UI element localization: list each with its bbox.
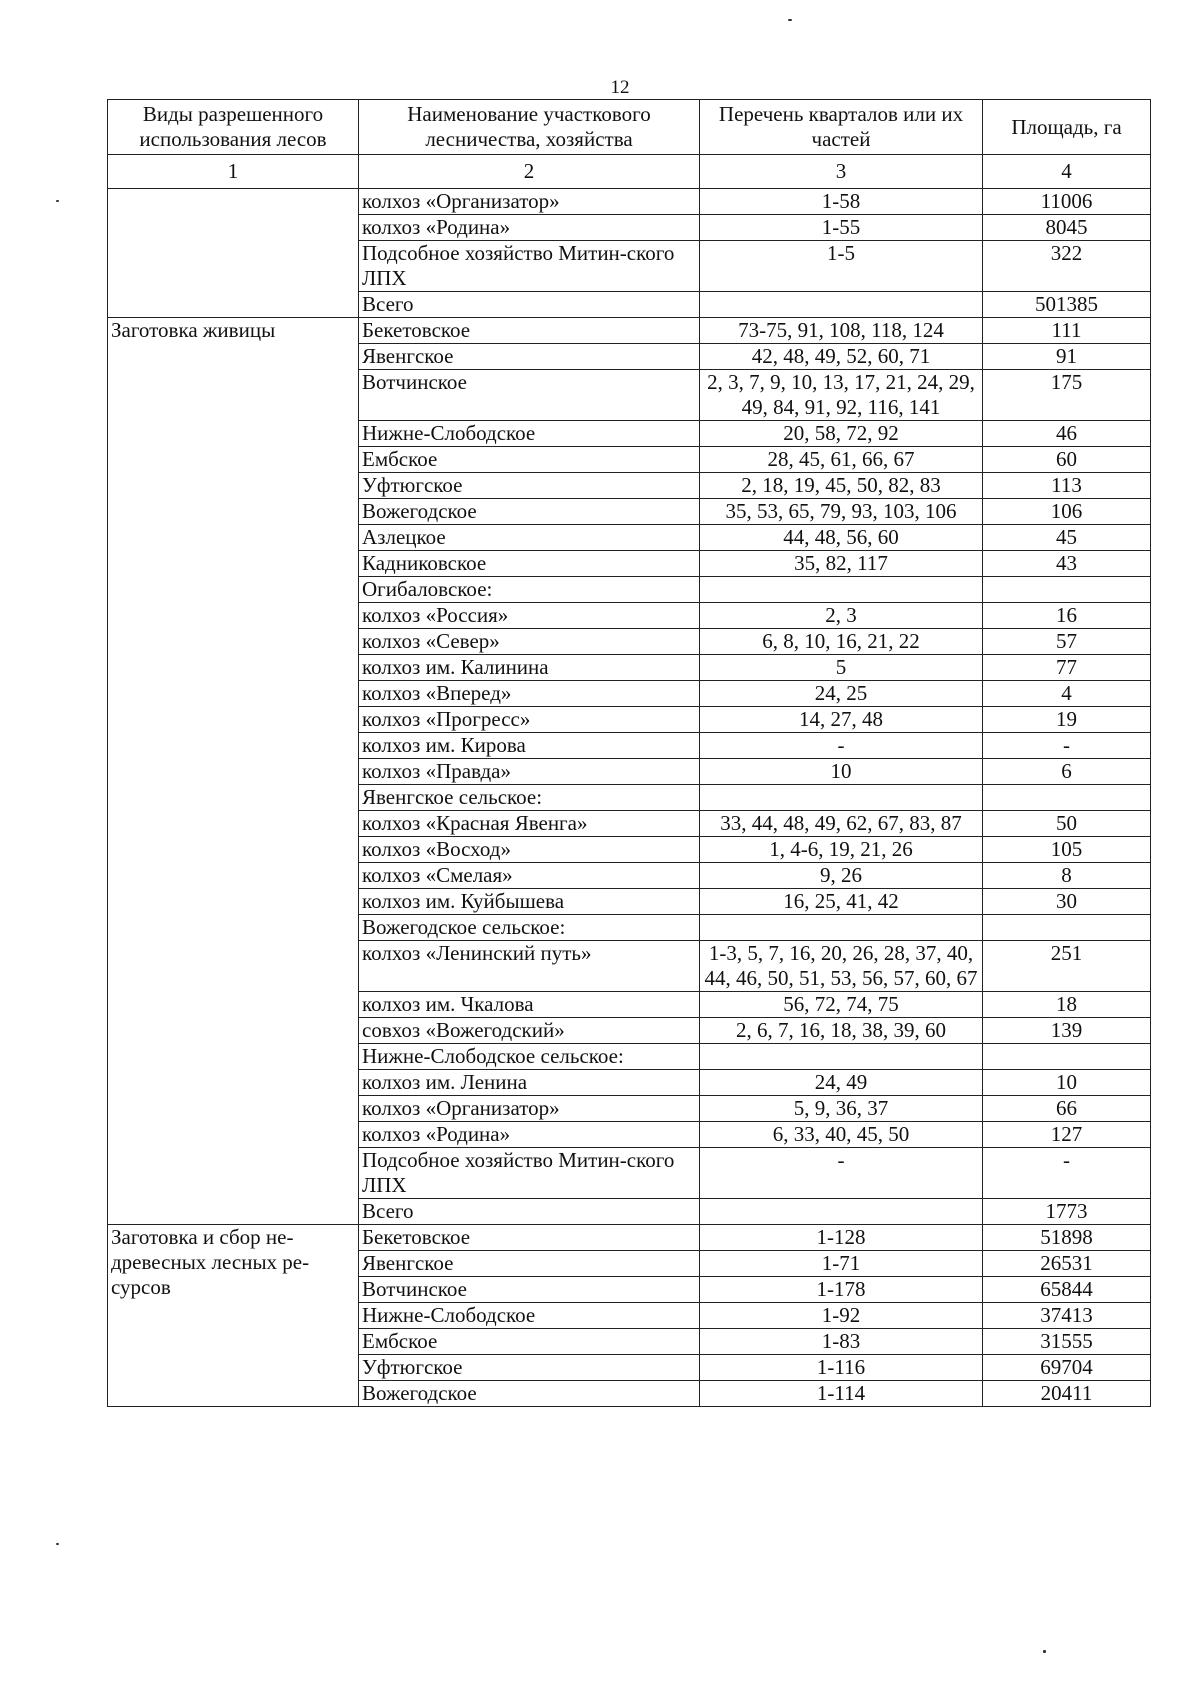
- quarters-cell: 1-55: [700, 215, 983, 241]
- forestry-name-cell: Уфтюгское: [359, 473, 700, 499]
- area-cell: 139: [983, 1018, 1151, 1044]
- forestry-name-cell: Ембское: [359, 1329, 700, 1355]
- area-cell: 31555: [983, 1329, 1151, 1355]
- area-cell: 43: [983, 551, 1151, 577]
- quarters-cell: 5: [700, 655, 983, 681]
- forestry-name-cell: колхоз им. Куйбышева: [359, 889, 700, 915]
- table-row: [108, 318, 1151, 344]
- area-cell: 11006: [983, 189, 1151, 215]
- forestry-name-cell: колхоз «Родина»: [359, 1122, 700, 1148]
- column-header: Площадь, га: [983, 100, 1151, 155]
- quarters-cell: 6, 33, 40, 45, 50: [700, 1122, 983, 1148]
- quarters-cell: 44, 48, 56, 60: [700, 525, 983, 551]
- quarters-cell: 1-58: [700, 189, 983, 215]
- forestry-name-cell: Всего: [359, 1199, 700, 1225]
- area-cell: 60: [983, 447, 1151, 473]
- column-header: Виды разрешенного использования лесов: [108, 100, 359, 155]
- area-cell: 4: [983, 681, 1151, 707]
- quarters-cell: 1-178: [700, 1277, 983, 1303]
- quarters-cell: 9, 26: [700, 863, 983, 889]
- area-cell: 1773: [983, 1199, 1151, 1225]
- quarters-cell: [700, 915, 983, 941]
- area-cell: 66: [983, 1096, 1151, 1122]
- area-cell: 77: [983, 655, 1151, 681]
- quarters-cell: 1-92: [700, 1303, 983, 1329]
- area-cell: 26531: [983, 1251, 1151, 1277]
- forestry-name-cell: Подсобное хозяйство Митин-ского ЛПХ: [359, 1148, 700, 1199]
- forestry-name-cell: Всего: [359, 292, 700, 318]
- quarters-cell: [700, 292, 983, 318]
- forestry-name-cell: Огибаловское:: [359, 577, 700, 603]
- area-cell: [983, 577, 1151, 603]
- quarters-cell: [700, 577, 983, 603]
- quarters-cell: 35, 53, 65, 79, 93, 103, 106: [700, 499, 983, 525]
- forestry-name-cell: Явенгское: [359, 1251, 700, 1277]
- quarters-cell: 35, 82, 117: [700, 551, 983, 577]
- quarters-cell: -: [700, 733, 983, 759]
- forestry-name-cell: колхоз «Ленинский путь»: [359, 941, 700, 992]
- forestry-name-cell: колхоз «Родина»: [359, 215, 700, 241]
- forestry-name-cell: Уфтюгское: [359, 1355, 700, 1381]
- area-cell: [983, 785, 1151, 811]
- header-row: [108, 100, 1151, 155]
- column-number: 4: [983, 155, 1151, 189]
- quarters-cell: 1-71: [700, 1251, 983, 1277]
- quarters-cell: 2, 6, 7, 16, 18, 38, 39, 60: [700, 1018, 983, 1044]
- forestry-name-cell: Явенгское: [359, 344, 700, 370]
- area-cell: 46: [983, 421, 1151, 447]
- quarters-cell: -: [700, 1148, 983, 1199]
- forestry-name-cell: Вожегодское: [359, 1381, 700, 1407]
- forestry-name-cell: колхоз «Смелая»: [359, 863, 700, 889]
- quarters-cell: 2, 3: [700, 603, 983, 629]
- quarters-cell: 1-128: [700, 1225, 983, 1251]
- area-cell: 20411: [983, 1381, 1151, 1407]
- area-cell: 106: [983, 499, 1151, 525]
- quarters-cell: 2, 18, 19, 45, 50, 82, 83: [700, 473, 983, 499]
- column-number-row: [108, 155, 1151, 189]
- area-cell: 50: [983, 811, 1151, 837]
- page-number: 12: [610, 77, 630, 98]
- quarters-cell: 1, 4-6, 19, 21, 26: [700, 837, 983, 863]
- area-cell: 57: [983, 629, 1151, 655]
- forest-use-table: [107, 99, 1151, 1407]
- forestry-name-cell: колхоз «Вперед»: [359, 681, 700, 707]
- area-cell: [983, 1044, 1151, 1070]
- area-cell: 37413: [983, 1303, 1151, 1329]
- quarters-cell: 42, 48, 49, 52, 60, 71: [700, 344, 983, 370]
- area-cell: 45: [983, 525, 1151, 551]
- column-number: 3: [700, 155, 983, 189]
- area-cell: 65844: [983, 1277, 1151, 1303]
- quarters-cell: 6, 8, 10, 16, 21, 22: [700, 629, 983, 655]
- area-cell: -: [983, 1148, 1151, 1199]
- forestry-name-cell: Ембское: [359, 447, 700, 473]
- forestry-name-cell: колхоз «Организатор»: [359, 189, 700, 215]
- forestry-name-cell: Нижне-Слободское: [359, 1303, 700, 1329]
- use-type-cell: Заготовка живицы: [108, 318, 359, 1225]
- scan-speck: [1043, 1650, 1046, 1653]
- column-header: Перечень кварталов или их частей: [700, 100, 983, 155]
- scan-speck: [56, 1543, 59, 1545]
- table-body: [108, 189, 1151, 1407]
- forestry-name-cell: Подсобное хозяйство Митин-ского ЛПХ: [359, 241, 700, 292]
- use-type-cell: [108, 189, 359, 318]
- forestry-name-cell: колхоз «Прогресс»: [359, 707, 700, 733]
- quarters-cell: [700, 785, 983, 811]
- area-cell: 30: [983, 889, 1151, 915]
- forestry-name-cell: Нижне-Слободское сельское:: [359, 1044, 700, 1070]
- column-number: 2: [359, 155, 700, 189]
- quarters-cell: 1-116: [700, 1355, 983, 1381]
- forestry-name-cell: колхоз им. Калинина: [359, 655, 700, 681]
- forestry-name-cell: колхоз «Правда»: [359, 759, 700, 785]
- forestry-name-cell: Вотчинское: [359, 1277, 700, 1303]
- quarters-cell: 73-75, 91, 108, 118, 124: [700, 318, 983, 344]
- area-cell: -: [983, 733, 1151, 759]
- quarters-cell: 1-83: [700, 1329, 983, 1355]
- quarters-cell: [700, 1044, 983, 1070]
- forestry-name-cell: колхоз им. Кирова: [359, 733, 700, 759]
- area-cell: [983, 915, 1151, 941]
- area-cell: 8: [983, 863, 1151, 889]
- forestry-name-cell: колхоз «Организатор»: [359, 1096, 700, 1122]
- quarters-cell: 1-5: [700, 241, 983, 292]
- area-cell: 91: [983, 344, 1151, 370]
- forestry-name-cell: Вожегодское сельское:: [359, 915, 700, 941]
- forestry-name-cell: Кадниковское: [359, 551, 700, 577]
- quarters-cell: 16, 25, 41, 42: [700, 889, 983, 915]
- quarters-cell: 24, 49: [700, 1070, 983, 1096]
- quarters-cell: 28, 45, 61, 66, 67: [700, 447, 983, 473]
- area-cell: 19: [983, 707, 1151, 733]
- table-row: [108, 1225, 1151, 1251]
- forestry-name-cell: совхоз «Вожегодский»: [359, 1018, 700, 1044]
- forestry-name-cell: Вожегодское: [359, 499, 700, 525]
- forestry-name-cell: колхоз «Север»: [359, 629, 700, 655]
- quarters-cell: 33, 44, 48, 49, 62, 67, 83, 87: [700, 811, 983, 837]
- quarters-cell: 5, 9, 36, 37: [700, 1096, 983, 1122]
- quarters-cell: 24, 25: [700, 681, 983, 707]
- quarters-cell: [700, 1199, 983, 1225]
- area-cell: 51898: [983, 1225, 1151, 1251]
- forestry-name-cell: колхоз «Восход»: [359, 837, 700, 863]
- column-number: 1: [108, 155, 359, 189]
- forestry-name-cell: колхоз им. Ленина: [359, 1070, 700, 1096]
- quarters-cell: 20, 58, 72, 92: [700, 421, 983, 447]
- area-cell: 8045: [983, 215, 1151, 241]
- area-cell: 105: [983, 837, 1151, 863]
- area-cell: 175: [983, 370, 1151, 421]
- area-cell: 322: [983, 241, 1151, 292]
- table-row: [108, 189, 1151, 215]
- area-cell: 501385: [983, 292, 1151, 318]
- quarters-cell: 56, 72, 74, 75: [700, 992, 983, 1018]
- area-cell: 69704: [983, 1355, 1151, 1381]
- forestry-name-cell: Вотчинское: [359, 370, 700, 421]
- column-header: Наименование участкового лесничества, хозяйства: [359, 100, 700, 155]
- use-type-cell: Заготовка и сбор не-древесных лесных ре-сурсов: [108, 1225, 359, 1407]
- quarters-cell: 2, 3, 7, 9, 10, 13, 17, 21, 24, 29, 49, 84, 91, 92, 116, 141: [700, 370, 983, 421]
- area-cell: 18: [983, 992, 1151, 1018]
- area-cell: 10: [983, 1070, 1151, 1096]
- forestry-name-cell: Явенгское сельское:: [359, 785, 700, 811]
- area-cell: 16: [983, 603, 1151, 629]
- quarters-cell: 1-114: [700, 1381, 983, 1407]
- forestry-name-cell: Азлецкое: [359, 525, 700, 551]
- forestry-name-cell: Бекетовское: [359, 318, 700, 344]
- quarters-cell: 1-3, 5, 7, 16, 20, 26, 28, 37, 40, 44, 46, 50, 51, 53, 56, 57, 60, 67: [700, 941, 983, 992]
- forestry-name-cell: Нижне-Слободское: [359, 421, 700, 447]
- quarters-cell: 10: [700, 759, 983, 785]
- forestry-name-cell: Бекетовское: [359, 1225, 700, 1251]
- forestry-name-cell: колхоз «Россия»: [359, 603, 700, 629]
- area-cell: 127: [983, 1122, 1151, 1148]
- area-cell: 251: [983, 941, 1151, 992]
- quarters-cell: 14, 27, 48: [700, 707, 983, 733]
- area-cell: 6: [983, 759, 1151, 785]
- area-cell: 111: [983, 318, 1151, 344]
- area-cell: 113: [983, 473, 1151, 499]
- forestry-name-cell: колхоз «Красная Явенга»: [359, 811, 700, 837]
- scan-speck: [56, 200, 59, 202]
- forestry-name-cell: колхоз им. Чкалова: [359, 992, 700, 1018]
- scan-speck: [788, 19, 792, 21]
